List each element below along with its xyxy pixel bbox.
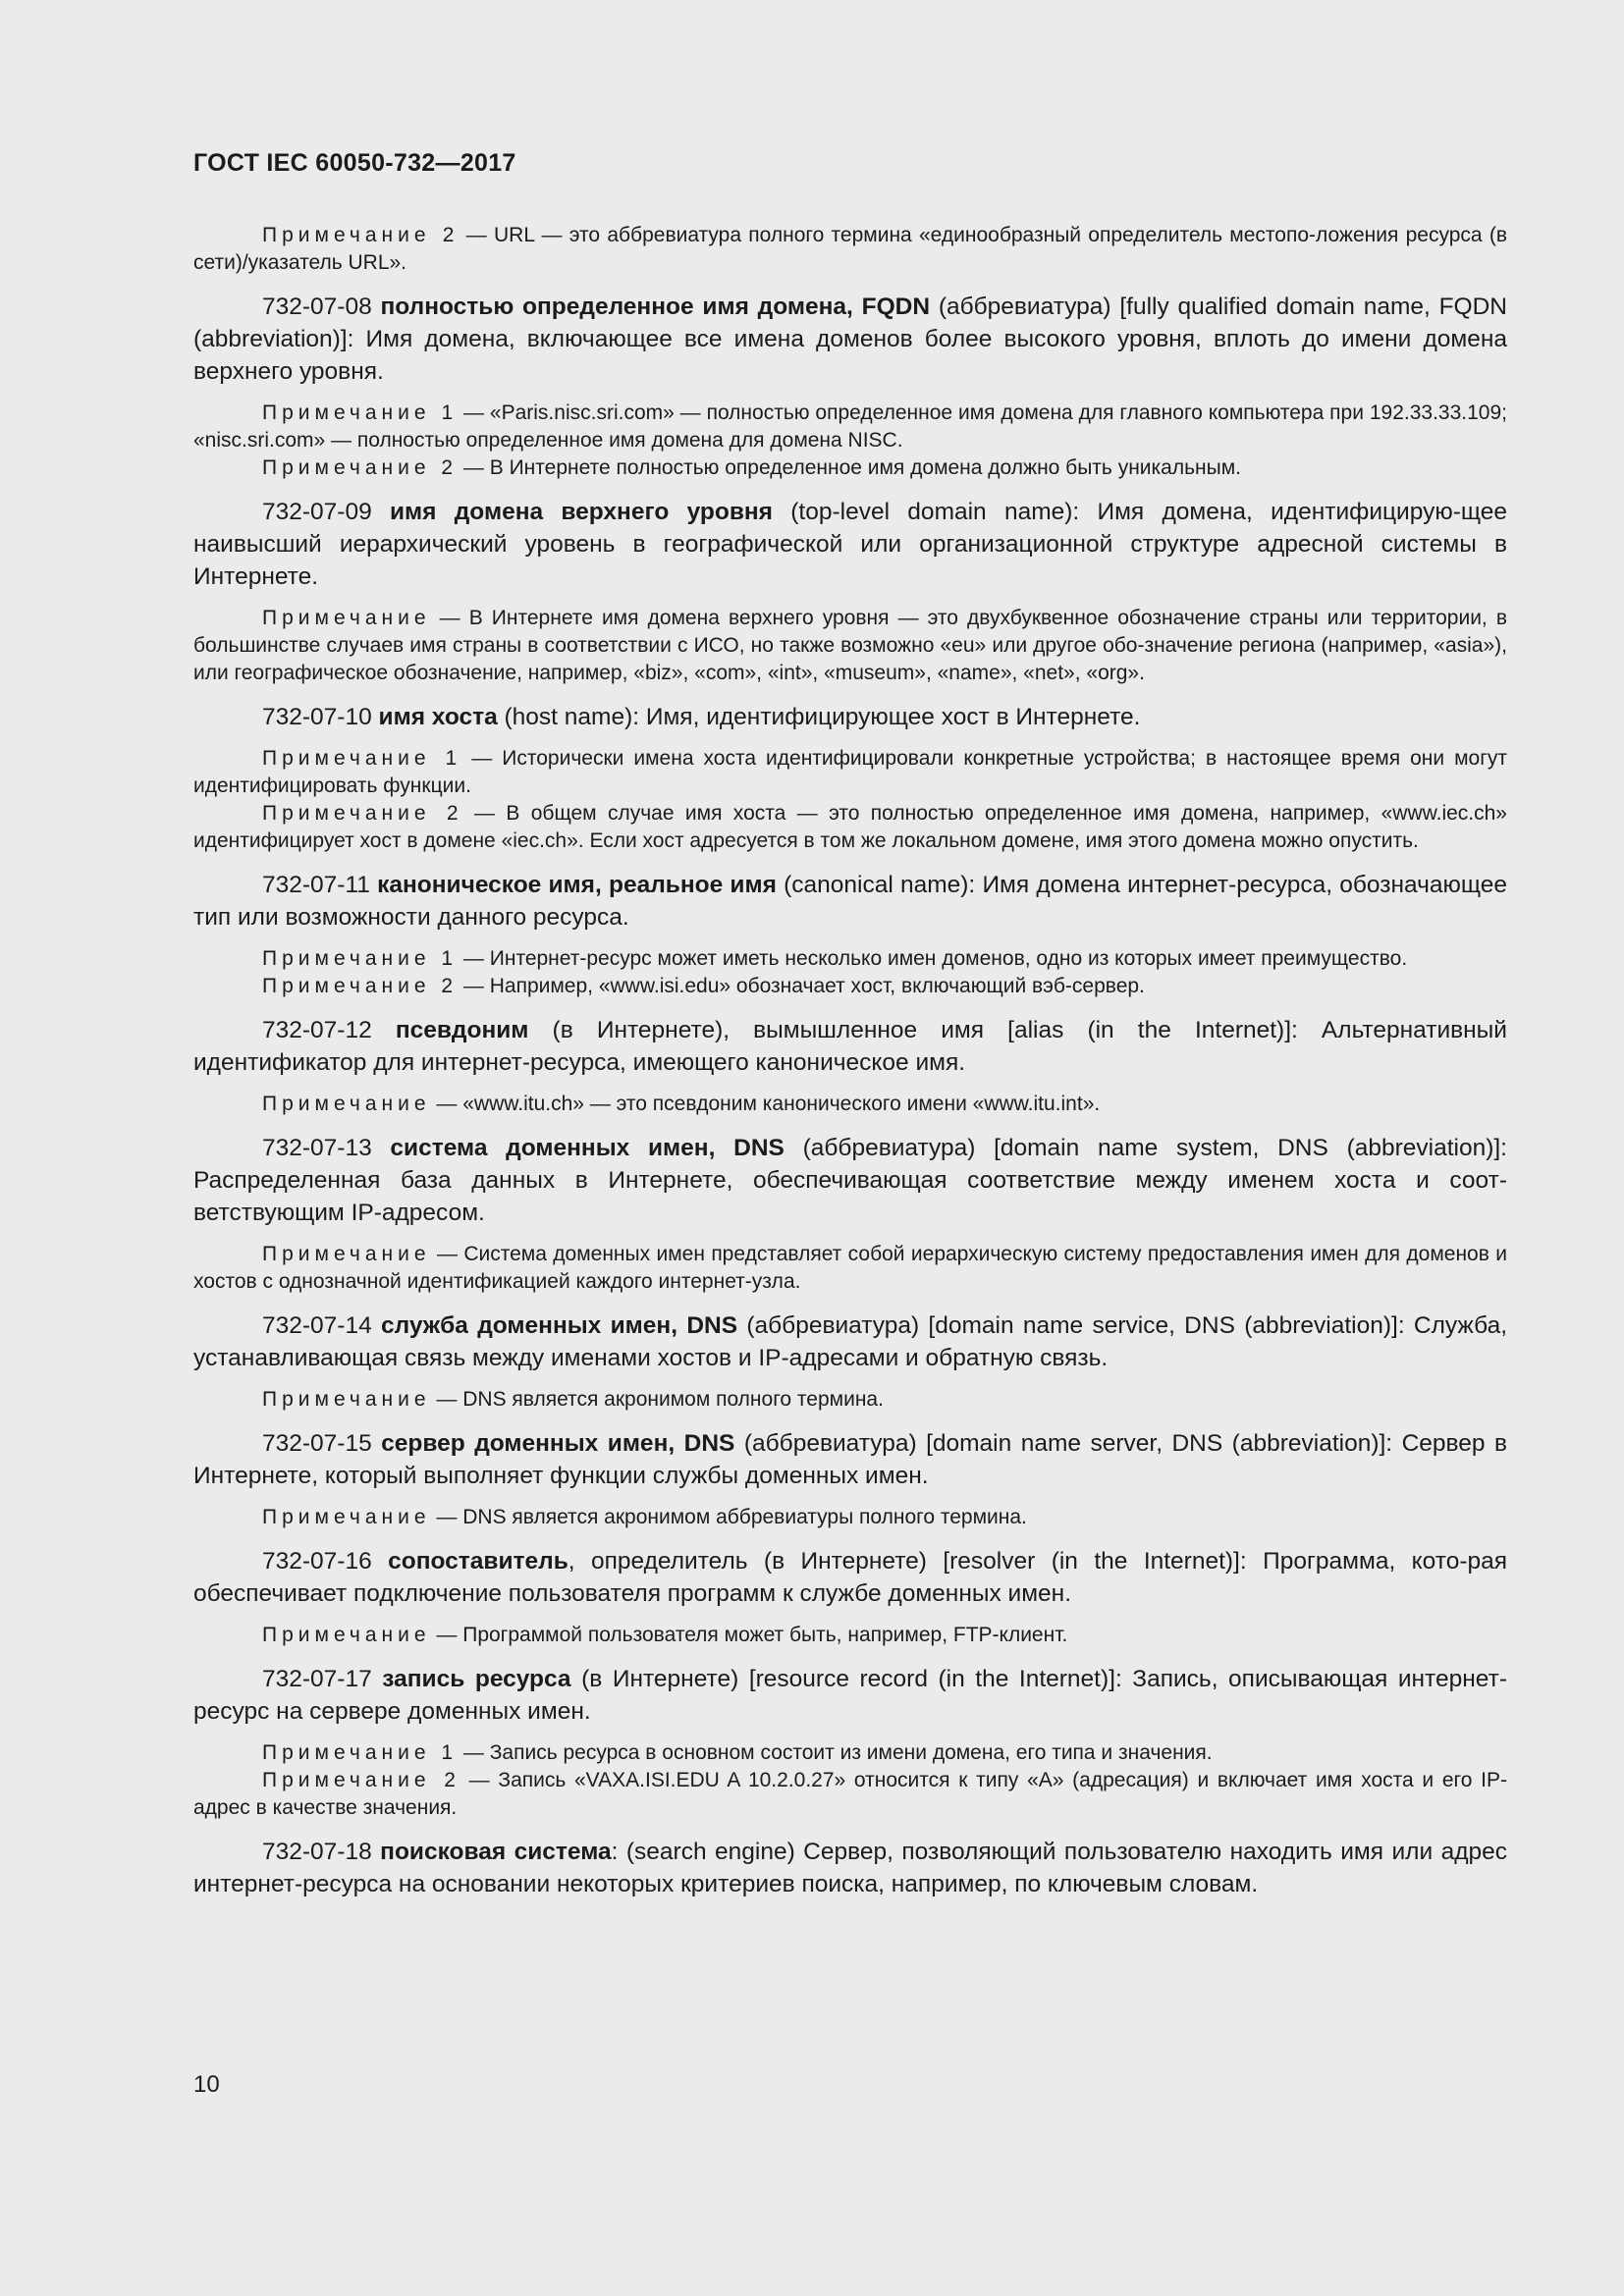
term-entry	[193, 1427, 1507, 1492]
term-name: сервер доменных имен, DNS	[381, 1430, 735, 1457]
note-label: Примечание 2	[262, 456, 459, 479]
note-label: Примечание	[262, 1243, 431, 1265]
term-name: система доменных имен, DNS	[390, 1135, 785, 1161]
term-name: поисковая система	[380, 1839, 612, 1865]
term-code: 732-07-18	[262, 1839, 381, 1865]
note-label: Примечание	[262, 607, 431, 629]
term-name: служба доменных имен, DNS	[381, 1312, 738, 1339]
note-label: Примечание 1	[262, 401, 459, 424]
note-text: — URL — это аббревиатура полного термина «единообразный определитель местопо-ложения ресурса (в сети)/указатель URL».	[193, 224, 1507, 274]
note-text: — Интернет-ресурс может иметь несколько имен доменов, одно из которых имеет преимущество.	[458, 947, 1408, 970]
note-paragraph	[193, 400, 1507, 454]
note-text: — «www.itu.ch» — это псевдоним канонического имени «www.itu.int».	[430, 1093, 1101, 1115]
note-label: Примечание 2	[262, 224, 460, 246]
term-code: 732-07-12	[262, 1017, 396, 1043]
note-text: — В общем случае имя хоста — это полностью определенное имя домена, например, «www.iec.ch» идентифицирует хост в домене «iec.ch». Если хост адресуется в том же локальном домене, имя этого домена можно опустить.	[193, 802, 1507, 852]
note-text: — Запись ресурса в основном состоит из имени домена, его типа и значения.	[458, 1741, 1213, 1764]
note-paragraph	[193, 454, 1507, 482]
notes-group	[193, 1504, 1507, 1531]
term-entry	[193, 496, 1507, 593]
note-paragraph	[193, 1767, 1507, 1822]
note-label: Примечание	[262, 1506, 431, 1528]
term-entry	[193, 1014, 1507, 1079]
note-text: — Например, «www.isi.edu» обозначает хост, включающий вэб-сервер.	[458, 975, 1145, 997]
term-name: псевдоним	[395, 1017, 529, 1043]
note-paragraph	[193, 800, 1507, 855]
term-code: 732-07-13	[262, 1135, 391, 1161]
term-entry	[193, 1663, 1507, 1728]
term-name: имя хоста	[378, 704, 498, 730]
note-paragraph	[193, 1091, 1507, 1118]
notes-group	[193, 1091, 1507, 1118]
note-text: — В Интернете имя домена верхнего уровня — это двухбуквенное обозначение страны или территории, в большинстве случаев имя страны в соответствии с ИСО, но также возможно «eu» или другое обо-значение региона (например, «asia»), или географическое обозначение, например, «biz», «com», «int», «museum», «name», «net», «org».	[193, 607, 1507, 684]
term-entry	[193, 869, 1507, 934]
notes-group	[193, 1241, 1507, 1296]
note-paragraph	[193, 1739, 1507, 1767]
term-entry	[193, 701, 1507, 733]
note-text: — Программой пользователя может быть, например, FTP-клиент.	[430, 1624, 1068, 1646]
term-code: 732-07-09	[262, 499, 390, 525]
term-code: 732-07-11	[262, 872, 378, 898]
note-paragraph	[193, 973, 1507, 1000]
note-paragraph	[193, 745, 1507, 800]
term-definition: (host name): Имя, идентифицирующее хост в Интернете.	[497, 704, 1141, 730]
notes-group	[193, 1739, 1507, 1822]
term-definition: : (search engine) Сервер, позволяющий пользователю находить имя или адрес интернет-ресурса на основании некоторых критериев поиска, например, по ключевым словам.	[193, 1839, 1507, 1897]
notes-group	[193, 745, 1507, 855]
term-entry	[193, 1132, 1507, 1229]
term-definition: (top-level domain name): Имя домена, идентифицирую-щее наивысший иерархический уровень в географической или организационной структуре адресной системы в Интернете.	[193, 499, 1507, 590]
document-header: ГОСТ IEC 60050-732—2017	[193, 149, 516, 177]
note-paragraph	[193, 1386, 1507, 1414]
note-text: — В Интернете полностью определенное имя домена должно быть уникальным.	[458, 456, 1242, 479]
term-entry	[193, 1836, 1507, 1900]
note-paragraph	[193, 1241, 1507, 1296]
notes-group	[193, 222, 1507, 277]
note-paragraph	[193, 605, 1507, 687]
note-label: Примечание 2	[262, 1769, 460, 1791]
term-name: имя домена верхнего уровня	[389, 499, 773, 525]
term-name: сопоставитель	[388, 1548, 568, 1575]
note-label: Примечание 1	[262, 747, 462, 770]
notes-group	[193, 400, 1507, 482]
notes-group	[193, 1386, 1507, 1414]
notes-group	[193, 605, 1507, 687]
term-code: 732-07-10	[262, 704, 379, 730]
note-label: Примечание 1	[262, 1741, 459, 1764]
term-entry	[193, 291, 1507, 388]
term-definition: (аббревиатура) [domain name system, DNS (abbreviation)]: Распределенная база данных в Интернете, обеспечивающая соответствие между именем хоста и соот-ветствующим IP-адресом.	[193, 1135, 1507, 1226]
term-code: 732-07-08	[262, 294, 381, 320]
note-paragraph	[193, 1504, 1507, 1531]
term-definition: (аббревиатура) [domain name server, DNS (abbreviation)]: Сервер в Интернете, который выполняет функции службы доменных имен.	[193, 1430, 1507, 1489]
note-text: — Исторически имена хоста идентифицировали конкретные устройства; в настоящее время они могут идентифицировать функции.	[193, 747, 1507, 797]
note-paragraph	[193, 1622, 1507, 1649]
term-code: 732-07-15	[262, 1430, 382, 1457]
note-text: — «Paris.nisc.sri.com» — полностью определенное имя домена для главного компьютера при 192.33.33.109; «nisc.sri.com» — полностью определенное имя домена для домена NISC.	[193, 401, 1507, 452]
note-label: Примечание	[262, 1093, 431, 1115]
note-text: — DNS является акронимом аббревиатуры полного термина.	[430, 1506, 1027, 1528]
term-entry	[193, 1545, 1507, 1610]
note-label: Примечание	[262, 1388, 431, 1411]
term-definition: (аббревиатура) [domain name service, DNS (abbreviation)]: Служба, устанавливающая связь между именами хостов и IP-адресами и обратную связь.	[193, 1312, 1508, 1371]
note-text: — DNS является акронимом полного термина.	[430, 1388, 884, 1411]
term-definition: , определитель (в Интернете) [resolver (in the Internet)]: Программа, кото-рая обеспечивает подключение пользователя программ к службе доменных имен.	[193, 1548, 1508, 1607]
term-name: каноническое имя, реальное имя	[377, 872, 777, 898]
note-label: Примечание	[262, 1624, 431, 1646]
term-definition: (аббревиатура) [fully qualified domain name, FQDN (abbreviation)]: Имя домена, включающее все имена доменов более высокого уровня, вплоть до имени домена верхнего уровня.	[193, 294, 1507, 385]
note-label: Примечание 1	[262, 947, 459, 970]
page-number: 10	[193, 2071, 220, 2098]
term-code: 732-07-16	[262, 1548, 389, 1575]
note-paragraph	[193, 222, 1507, 277]
note-paragraph	[193, 945, 1507, 973]
notes-group	[193, 945, 1507, 1000]
term-code: 732-07-17	[262, 1666, 383, 1692]
note-text: — Запись «VAXA.ISI.EDU A 10.2.0.27» относится к типу «A» (адресация) и включает имя хоста и его IP-адрес в качестве значения.	[193, 1769, 1507, 1819]
term-definition: (в Интернете), вымышленное имя [alias (in the Internet)]: Альтернативный идентификатор для интернет-ресурса, имеющего каноническое имя.	[193, 1017, 1507, 1076]
term-name: запись ресурса	[382, 1666, 571, 1692]
note-label: Примечание 2	[262, 975, 459, 997]
notes-group	[193, 1622, 1507, 1649]
term-name: полностью определенное имя домена, FQDN	[380, 294, 931, 320]
term-entry	[193, 1309, 1507, 1374]
note-text: — Система доменных имен представляет собой иерархическую систему предоставления имен для доменов и хостов с однозначной идентификацией каждого интернет-узла.	[193, 1243, 1507, 1293]
term-definition: (canonical name): Имя домена интернет-ресурса, обозначающее тип или возможности данного ресурса.	[193, 872, 1507, 931]
term-definition: (в Интернете) [resource record (in the Internet)]: Запись, описывающая интернет-ресурс на сервере доменных имен.	[193, 1666, 1507, 1725]
document-body	[193, 222, 1507, 1912]
term-code: 732-07-14	[262, 1312, 381, 1339]
note-label: Примечание 2	[262, 802, 463, 825]
